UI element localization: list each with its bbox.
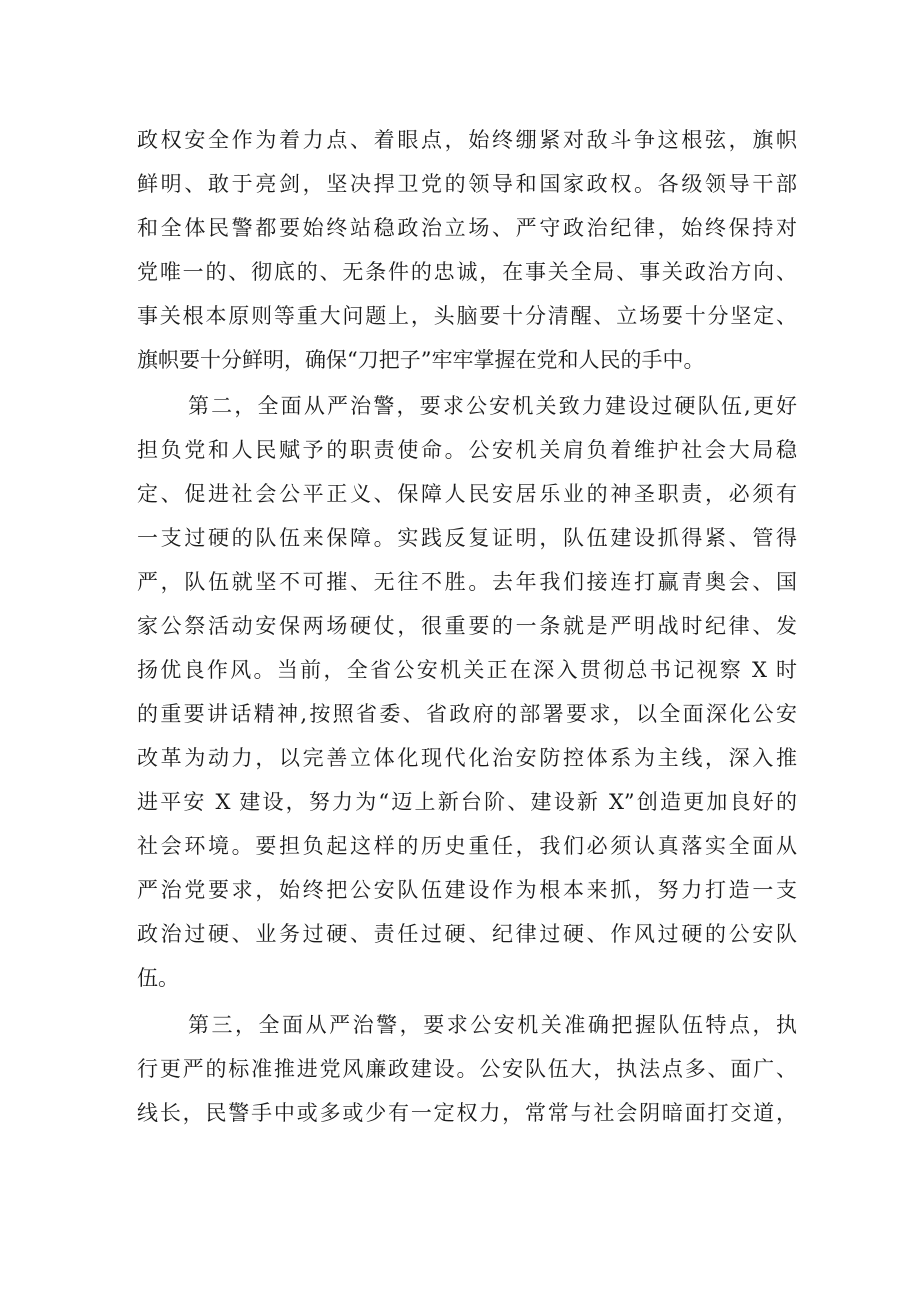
paragraph-line: 鲜明、敢于亮剑，坚决捍卫党的领导和国家政权。各级领导干部 — [137, 172, 797, 196]
paragraph-line: 扬优良作风。当前，全省公安机关正在深入贯彻总书记视察 X 时 — [137, 658, 797, 682]
paragraph-line: 严，队伍就坚不可摧、无往不胜。去年我们接连打赢青奥会、国 — [137, 570, 797, 594]
paragraph-line: 一支过硬的队伍来保障。实践反复证明，队伍建设抓得紧、管得 — [137, 526, 797, 550]
paragraph-line: 社会环境。要担负起这样的历史重任，我们必须认真落实全面从 — [137, 834, 797, 858]
paragraph-line: 党唯一的、彻底的、无条件的忠诚，在事关全局、事关政治方向、 — [137, 260, 797, 284]
paragraph-line: 家公祭活动安保两场硬仗，很重要的一条就是严明战时纪律、发 — [137, 614, 797, 638]
paragraph-line: 行更严的标准推进党风廉政建设。公安队伍大，执法点多、面广、 — [137, 1057, 797, 1081]
paragraph-line: 政权安全作为着力点、着眼点，始终绷紧对敌斗争这根弦，旗帜 — [137, 128, 797, 152]
paragraph-line: 改革为动力，以完善立体化现代化治安防控体系为主线，深入推 — [137, 746, 797, 770]
paragraph-line: 线长，民警手中或多或少有一定权力，常常与社会阴暗面打交道， — [137, 1101, 797, 1125]
paragraph-line: 事关根本原则等重大问题上，头脑要十分清醒、立场要十分坚定、 — [137, 304, 797, 328]
paragraph-line: 和全体民警都要始终站稳政治立场、严守政治纪律，始终保持对 — [137, 216, 797, 240]
paragraph-line: 定、促进社会公平正义、保障人民安居乐业的神圣职责，必须有 — [137, 482, 797, 506]
paragraph-line: 进平安 X 建设，努力为“迈上新台阶、建设新 X”创造更加良好的 — [137, 790, 797, 814]
paragraph-line: 第二，全面从严治警，要求公安机关致力建设过硬队伍,更好 — [188, 394, 797, 418]
paragraph-line: 政治过硬、业务过硬、责任过硬、纪律过硬、作风过硬的公安队 — [137, 922, 797, 946]
paragraph-line: 担负党和人民赋予的职责使命。公安机关肩负着维护社会大局稳 — [137, 438, 797, 462]
paragraph-line: 第三，全面从严治警，要求公安机关准确把握队伍特点，执 — [188, 1013, 797, 1037]
paragraph-line: 严治党要求，始终把公安队伍建设作为根本来抓，努力打造一支 — [137, 878, 797, 902]
paragraph-line: 伍。 — [137, 966, 179, 990]
paragraph-line: 旗帜要十分鲜明，确保“刀把子”牢牢掌握在党和人民的手中。 — [137, 348, 705, 372]
paragraph-line: 的重要讲话精神,按照省委、省政府的部署要求，以全面深化公安 — [137, 702, 797, 726]
